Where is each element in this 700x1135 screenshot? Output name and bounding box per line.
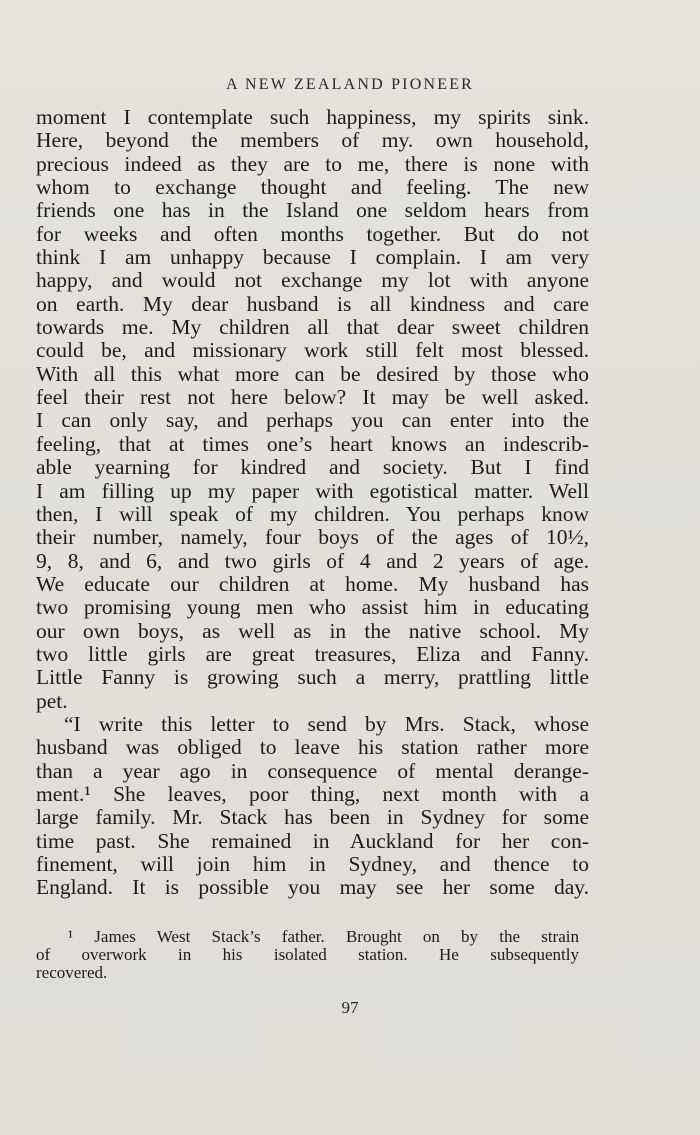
text-line: their number, namely, four boys of the ages of 10½, — [36, 525, 589, 550]
page-number: 97 — [341, 998, 359, 1017]
text-line: towards me. My children all that dear sweet children — [36, 315, 589, 340]
text-line: our own boys, as well as in the native school. My — [36, 618, 589, 643]
running-head: A NEW ZEALAND PIONEER — [225, 76, 475, 93]
footnote-line: of overwork in his isolated station. He subsequently — [36, 945, 579, 964]
text-line: than a year ago in consequence of mental derange- — [36, 758, 589, 783]
text-line: ment.¹ She leaves, poor thing, next month with a — [36, 781, 589, 806]
text-line: large family. Mr. Stack has been in Sydney for some — [36, 805, 589, 830]
text-line: friends one has in the Island one seldom hears from — [36, 198, 589, 223]
text-line: finement, will join him in Sydney, and thence to — [36, 852, 589, 876]
text-line: With all this what more can be desired by those who — [36, 361, 589, 386]
text-line: moment I contemplate such happiness, my spirits sink. — [36, 105, 589, 129]
footnote-line: ¹ James West Stack’s father. Brought on by the strain — [68, 927, 579, 946]
text-line: precious indeed as they are to me, there is none with — [36, 151, 589, 176]
text-line: for weeks and often months together. But do not — [36, 221, 589, 246]
text-line: I am filling up my paper with egotistical matter. Well — [36, 478, 589, 503]
text-line: on earth. My dear husband is all kindness and care — [36, 291, 589, 316]
text-line: feel their rest not here below? It may be well asked. — [36, 385, 589, 410]
text-line: “I write this letter to send by Mrs. Stack, whose — [64, 711, 589, 736]
footnote — [36, 928, 579, 982]
text-line: able yearning for kindred and society. But I find — [36, 455, 589, 480]
text-line: two promising young men who assist him in educating — [36, 595, 589, 620]
text-line: could be, and missionary work still felt most blessed. — [36, 338, 589, 363]
footnote-line: recovered. — [36, 963, 108, 982]
text-line: England. It is possible you may see her some day. — [36, 875, 589, 900]
text-line: whom to exchange thought and feeling. The new — [36, 175, 589, 200]
text-line: feeling, that at times one’s heart knows an indescrib- — [36, 431, 589, 456]
text-line: I can only say, and perhaps you can enter into the — [36, 408, 589, 433]
text-line: think I am unhappy because I complain. I am very — [36, 245, 589, 270]
text-line: then, I will speak of my children. You perhaps know — [36, 501, 589, 526]
text-line: Here, beyond the members of my. own household, — [36, 128, 589, 153]
text-line: two little girls are great treasures, Eliza and Fanny. — [36, 641, 589, 666]
text-line: 9, 8, and 6, and two girls of 4 and 2 years of age. — [36, 548, 589, 573]
text-line: husband was obliged to leave his station rather more — [36, 735, 589, 760]
text-line: time past. She remained in Auckland for her con- — [36, 828, 589, 853]
body-text — [36, 106, 589, 900]
text-line: pet. — [36, 688, 68, 713]
text-line: We educate our children at home. My husband has — [36, 571, 589, 596]
text-line: Little Fanny is growing such a merry, prattling little — [36, 665, 589, 690]
text-line: happy, and would not exchange my lot with anyone — [36, 268, 589, 293]
